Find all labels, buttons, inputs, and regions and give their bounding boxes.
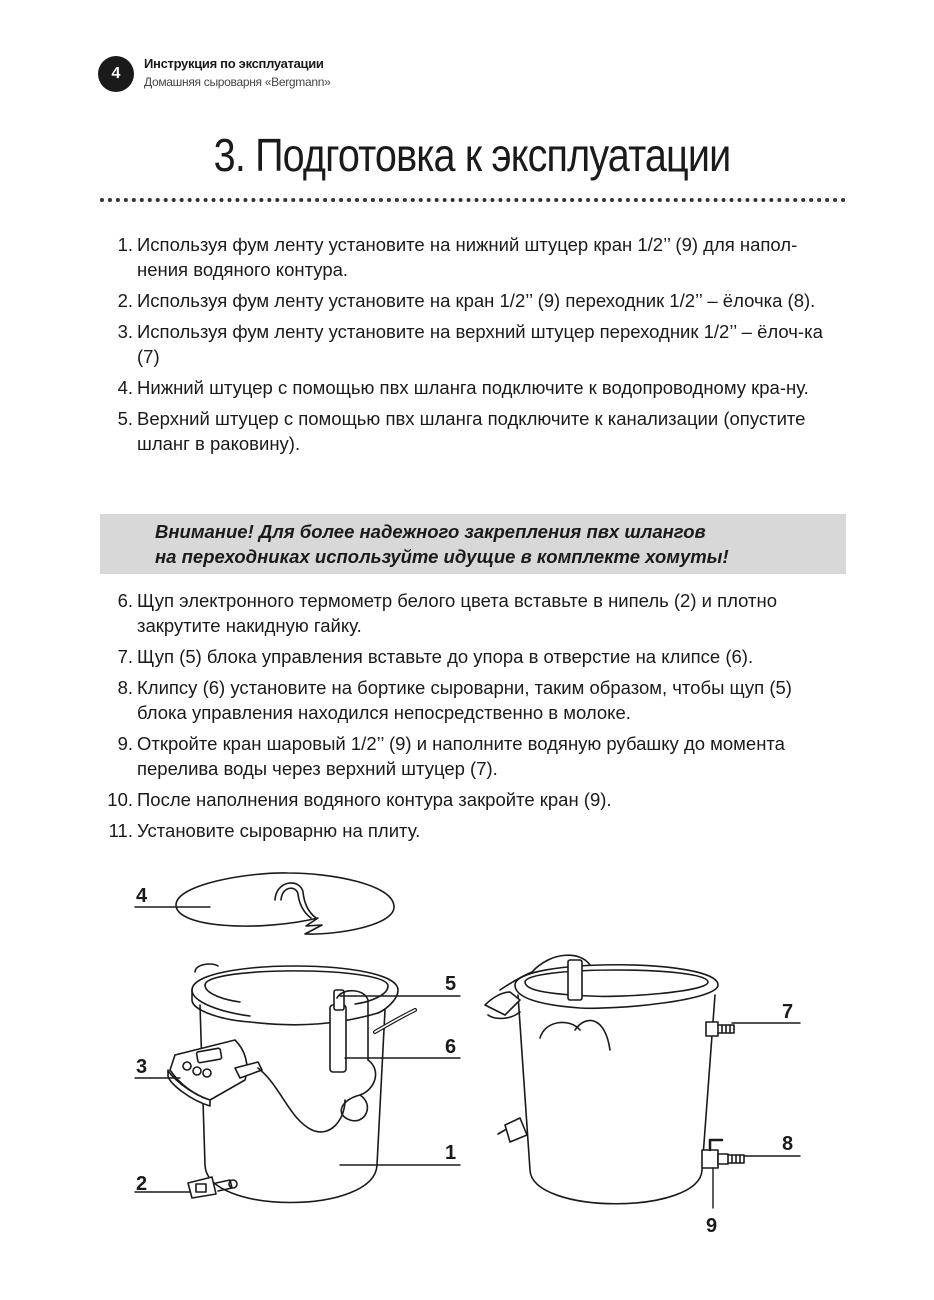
step-number: 4. (117, 377, 133, 398)
step-number: 11. (108, 820, 133, 841)
callout-6: 6 (445, 1036, 457, 1058)
step-text: Нижний штуцер с помощью пвх шланга подключите к водопроводному кра-ну. (137, 377, 809, 398)
callout-5: 5 (445, 973, 457, 995)
step-number: 8. (117, 677, 133, 698)
step-text: Используя фум ленту установите на верхний штуцер переходник 1/2’’ – ёлоч-ка (7) (137, 321, 823, 367)
step-number: 6. (117, 590, 133, 611)
step-number: 2. (117, 290, 133, 311)
step-item (98, 675, 846, 725)
cheese-maker-diagram (0, 860, 934, 1260)
step-number: 9. (117, 733, 133, 754)
step-text: Щуп электронного термометр белого цвета вставьте в нипель (2) и плотно закрутите накидную гайку. (137, 590, 778, 636)
warning-line-2: на переходниках используйте идущие в комплекте хомуты! (155, 546, 729, 567)
step-item (98, 288, 846, 313)
step-number: 5. (117, 408, 133, 429)
step-item (98, 232, 846, 282)
header-subtitle: Домашняя сыроварня «Bergmann» (144, 75, 331, 89)
step-text: Используя фум ленту установите на кран 1/2’’ (9) переходник 1/2’’ – ёлочка (8). (137, 290, 816, 311)
steps-list-part2 (98, 588, 846, 849)
callout-4: 4 (136, 885, 148, 907)
step-item (98, 375, 846, 400)
step-text: Клипсу (6) установите на бортике сыроварни, таким образом, чтобы щуп (5) блока управления находился непосредственно в молоке. (137, 677, 792, 723)
callout-3: 3 (136, 1056, 148, 1078)
lid-illustration (176, 873, 394, 934)
step-item (98, 644, 846, 669)
step-text: Щуп (5) блока управления вставьте до упора в отверстие на клипсе (6). (137, 646, 754, 667)
step-number: 1. (117, 234, 133, 255)
step-text: Установите сыроварню на плиту. (137, 820, 421, 841)
step-item (98, 319, 846, 369)
dotted-divider (100, 198, 846, 202)
step-text: Верхний штуцер с помощью пвх шланга подключите к канализации (опустите шланг в раковину). (137, 408, 806, 454)
step-item (98, 731, 846, 781)
step-item (98, 818, 846, 843)
step-item (98, 588, 846, 638)
callout-2: 2 (136, 1173, 148, 1195)
step-number: 10. (107, 789, 133, 810)
section-title: 3. Подготовка к эксплуатации (213, 129, 731, 181)
callout-9: 9 (706, 1215, 718, 1237)
warning-box (100, 514, 846, 574)
cheese-maker-front-illustration (168, 964, 415, 1203)
step-number: 3. (117, 321, 133, 342)
cheese-maker-side-illustration (485, 955, 744, 1204)
step-text: Откройте кран шаровый 1/2’’ (9) и наполните водяную рубашку до момента перелива воды через верхний штуцер (7). (137, 733, 785, 779)
steps-list-part1 (98, 232, 846, 462)
step-text: Используя фум ленту установите на нижний штуцер кран 1/2’’ (9) для напол-нения водяного контура. (137, 234, 798, 280)
step-item (98, 787, 846, 812)
step-text: После наполнения водяного контура закройте кран (9). (137, 789, 612, 810)
warning-line-1: Внимание! Для более надежного закрепления пвх шлангов (155, 521, 706, 542)
page-number-badge: 4 (98, 56, 134, 92)
step-number: 7. (117, 646, 133, 667)
callout-1: 1 (445, 1142, 457, 1164)
step-item (98, 406, 846, 456)
callout-7: 7 (782, 1001, 794, 1023)
callout-8: 8 (782, 1133, 794, 1155)
header-title: Инструкция по эксплуатации (144, 56, 324, 71)
